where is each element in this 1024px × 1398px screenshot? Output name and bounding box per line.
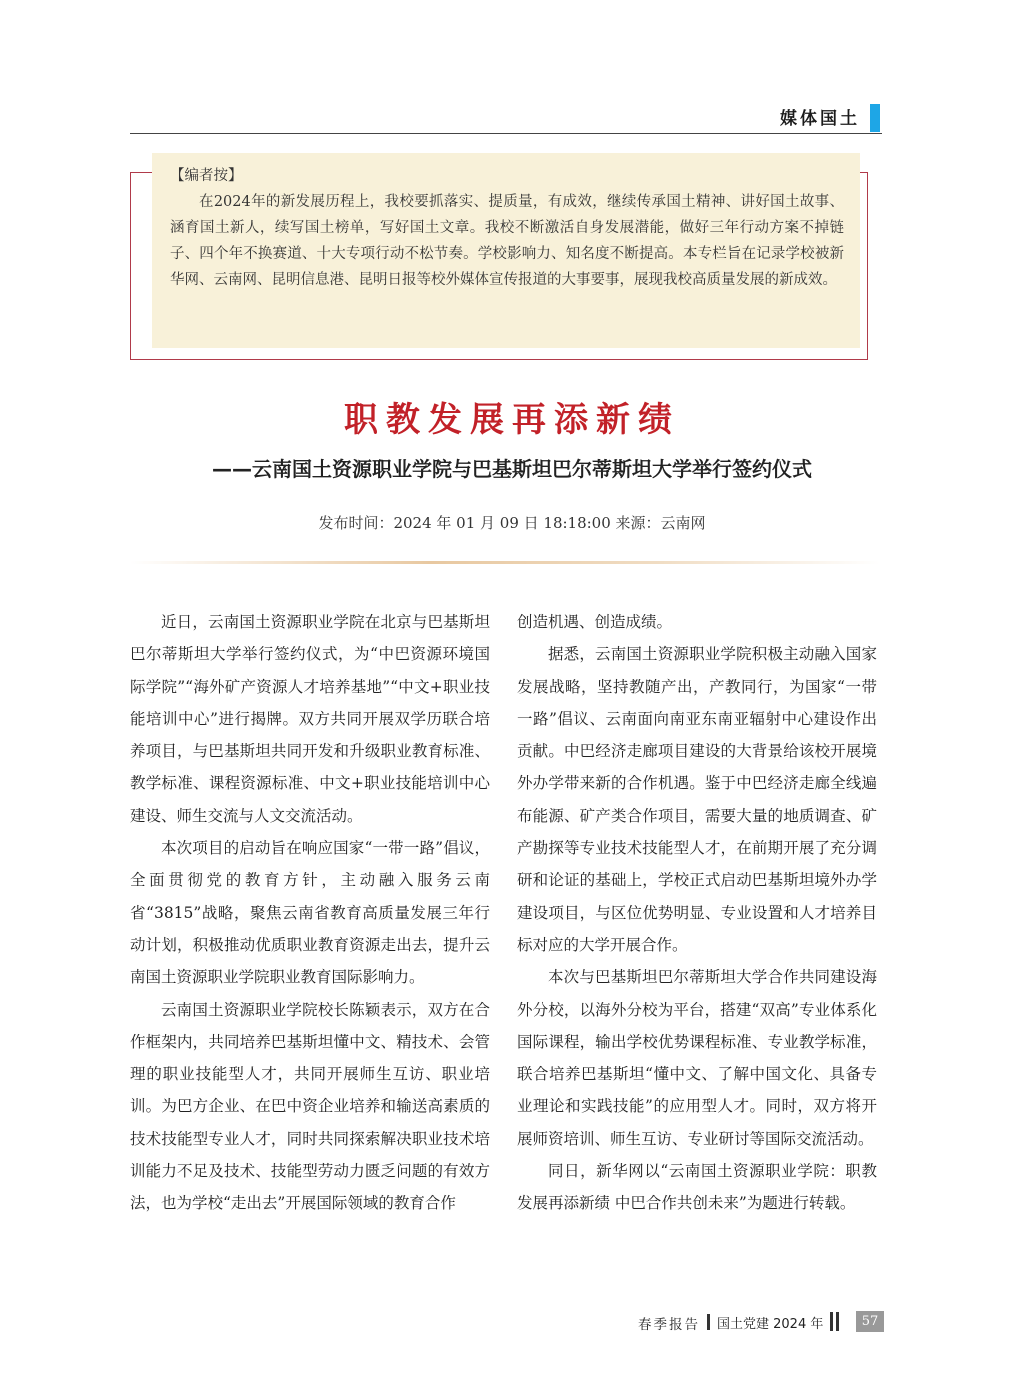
paragraph: 云南国土资源职业学院校长陈颖表示，双方在合作框架内，共同培养巴基斯坦懂中文、精技术、会管理的职业技能型人才，共同开展师生互访、职业培训。为巴方企业、在巴中资企业培养和输送高素质的技术技能型专业人才，同时共同探索解决职业技术培训能力不足及技术、技能型劳动力匮乏问题的有效方法，也为学校“走出去”开展国际领域的教育合作 bbox=[130, 1000, 490, 1213]
paragraph: 本次与巴基斯坦巴尔蒂斯坦大学合作共同建设海外分校，以海外分校为平台，搭建“双高”专业体系化国际课程，输出学校优势课程标准、专业教学标准，联合培养巴基斯坦“懂中文、了解中国文化、具备专业理论和实践技能”的应用型人才。同时，双方将开展师资培训、师生互访、专业研讨等国际交流活动。 bbox=[517, 968, 877, 1148]
footer-bar bbox=[830, 1312, 833, 1331]
article-column-left bbox=[130, 606, 490, 1220]
paragraph: 本次项目的启动旨在响应国家“一带一路”倡议，全面贯彻党的教育方针，主动融入服务云南省“3815”战略，聚焦云南省教育高质量发展三年行动计划，积极推动优质职业教育资源走出去，提升云南国土资源职业学院职业教育国际影响力。 bbox=[130, 839, 490, 987]
section-title: 媒体国土 bbox=[780, 109, 860, 129]
header-rule bbox=[130, 133, 882, 134]
footer-publication: 国土党建 2024 年 bbox=[717, 1317, 824, 1332]
page-footer bbox=[638, 1311, 888, 1335]
article-title: 职教发展再添新绩 bbox=[344, 400, 680, 440]
page-number: 57 bbox=[856, 1311, 884, 1332]
article-meta: 发布时间：2024 年 01 月 09 日 18:18:00 来源：云南网 bbox=[318, 514, 706, 532]
page-header bbox=[130, 100, 882, 134]
editor-note-body: 在2024年的新发展历程上，我校要抓落实、提质量，有成效，继续传承国土精神、讲好国土故事、涵育国土新人，续写国土榜单，写好国土文章。我校不断激活自身发展潜能，做好三年行动方案不掉链子、四个年不换赛道、十大专项行动不松节奏。学校影响力、知名度不断提高。本专栏旨在记录学校被新华网、云南网、昆明信息港、昆明日报等校外媒体宣传报道的大事要事，展现我校高质量发展的新成效。 bbox=[170, 194, 844, 288]
header-accent-bar bbox=[870, 104, 880, 132]
article-column-right bbox=[517, 606, 877, 1220]
footer-section: 春季报告 bbox=[638, 1317, 700, 1333]
article-subtitle: ——云南国土资源职业学院与巴基斯坦巴尔蒂斯坦大学举行签约仪式 bbox=[212, 457, 812, 481]
meta-divider bbox=[130, 561, 880, 564]
paragraph: 据悉，云南国土资源职业学院积极主动融入国家发展战略，坚持教随产出，产教同行，为国家“一带一路”倡议、云南面向南亚东南亚辐射中心建设作出贡献。中巴经济走廊项目建设的大背景给该校开展境外办学带来新的合作机遇。鉴于中巴经济走廊全线遍布能源、矿产类合作项目，需要大量的地质调查、矿产勘探等专业技术技能型人才，在前期开展了充分调研和论证的基础上，学校正式启动巴基斯坦境外办学建设项目，与区位优势明显、专业设置和人才培养目标对应的大学开展合作。 bbox=[517, 645, 877, 954]
footer-separator bbox=[707, 1314, 710, 1330]
paragraph: 近日，云南国土资源职业学院在北京与巴基斯坦巴尔蒂斯坦大学举行签约仪式，为“中巴资源环境国际学院”“海外矿产资源人才培养基地”“中文+职业技能培训中心”进行揭牌。双方共同开展双学历联合培养项目，与巴基斯坦共同开发和升级职业教育标准、教学标准、课程资源标准、中文+职业技能培训中心建设、师生交流与人文交流活动。 bbox=[130, 613, 490, 825]
paragraph-continuation: 创造机遇、创造成绩。 bbox=[517, 613, 673, 631]
editor-note-heading: 【编者按】 bbox=[170, 168, 243, 184]
editor-note bbox=[152, 153, 860, 348]
footer-bar bbox=[836, 1312, 839, 1331]
paragraph: 同日，新华网以“云南国土资源职业学院：职教发展再添新绩 中巴合作共创未来”为题进行转载。 bbox=[517, 1162, 877, 1213]
